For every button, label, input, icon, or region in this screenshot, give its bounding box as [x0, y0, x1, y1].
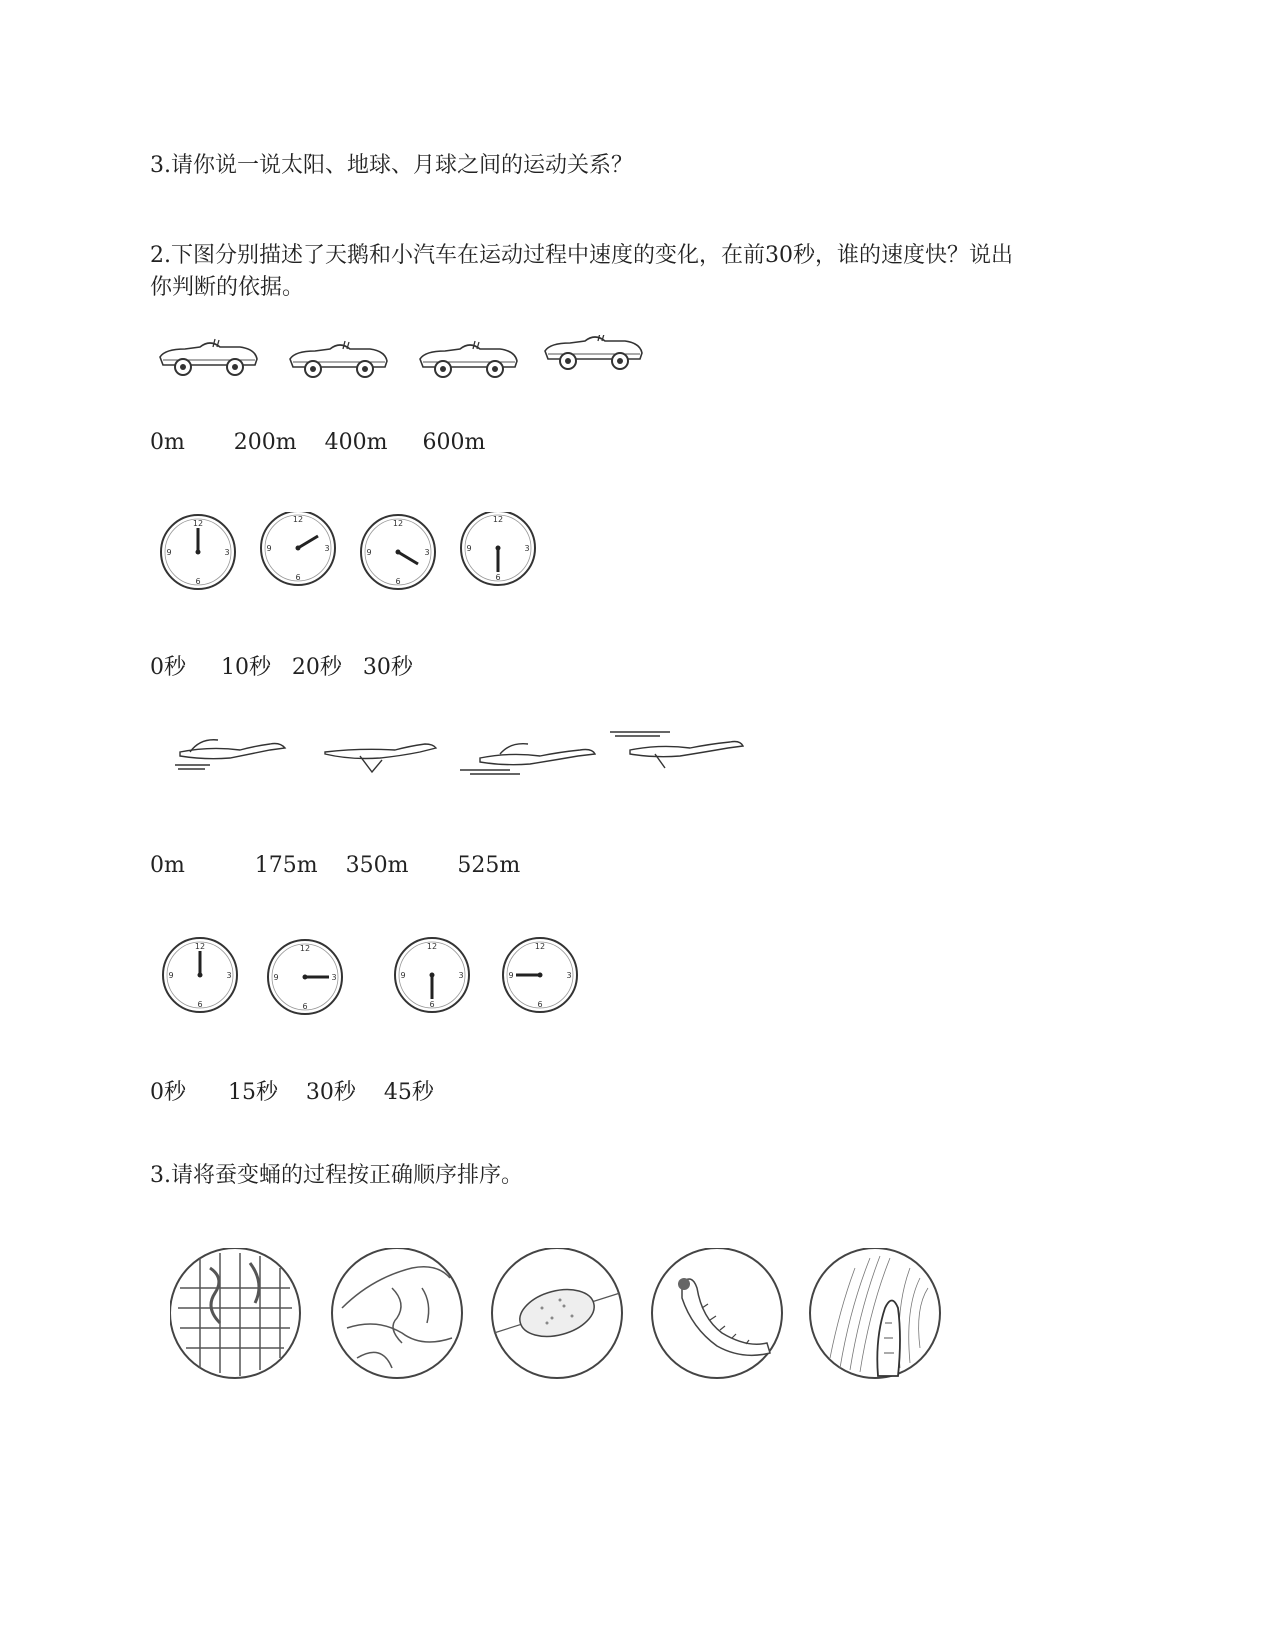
clock-icon — [163, 938, 237, 1012]
car-icon — [420, 341, 517, 377]
clock-icon — [361, 515, 435, 589]
question-sun-earth-moon: 3.请你说一说太阳、地球、月球之间的运动关系？ — [150, 153, 633, 178]
silkworm-stage-image — [492, 1248, 622, 1378]
clock-icon — [261, 512, 335, 585]
silkworm-stages — [170, 1248, 950, 1398]
silkworm-stage-image — [170, 1248, 300, 1378]
car-icon — [545, 335, 642, 369]
swan-time-labels: 0秒 15秒 30秒 45秒 — [150, 1080, 434, 1105]
clock-icon — [161, 515, 235, 589]
swan-icon — [610, 732, 743, 768]
swan-distance-labels: 0m 175m 350m 525m — [150, 853, 521, 878]
question-swan-car-line1: 2.下图分别描述了天鹅和小汽车在运动过程中速度的变化，在前30秒，谁的速度快？说出 — [150, 243, 1013, 268]
swan-icon — [325, 744, 436, 772]
car-icon — [160, 339, 257, 375]
question-swan-car-line2: 你判断的依据。 — [150, 275, 305, 300]
clock-icon — [461, 512, 535, 585]
swan-icon — [460, 744, 595, 774]
silkworm-stage-image — [810, 1248, 940, 1378]
clocks-row-swan — [160, 935, 600, 1025]
car-icon — [290, 341, 387, 377]
silkworm-stage-image — [332, 1248, 462, 1378]
clocks-row-car — [158, 512, 558, 602]
clock-icon — [503, 938, 577, 1012]
car-time-labels: 0秒 10秒 20秒 30秒 — [150, 655, 413, 680]
clock-icon — [395, 938, 469, 1012]
cars-illustration — [155, 335, 675, 385]
clock-icon — [268, 940, 342, 1014]
car-distance-labels: 0m 200m 400m 600m — [150, 430, 486, 455]
silkworm-stage-image — [652, 1248, 782, 1378]
question-silkworm: 3.请将蚕变蛹的过程按正确顺序排序。 — [150, 1163, 523, 1188]
swans-illustration — [170, 730, 760, 790]
swan-icon — [175, 740, 285, 769]
